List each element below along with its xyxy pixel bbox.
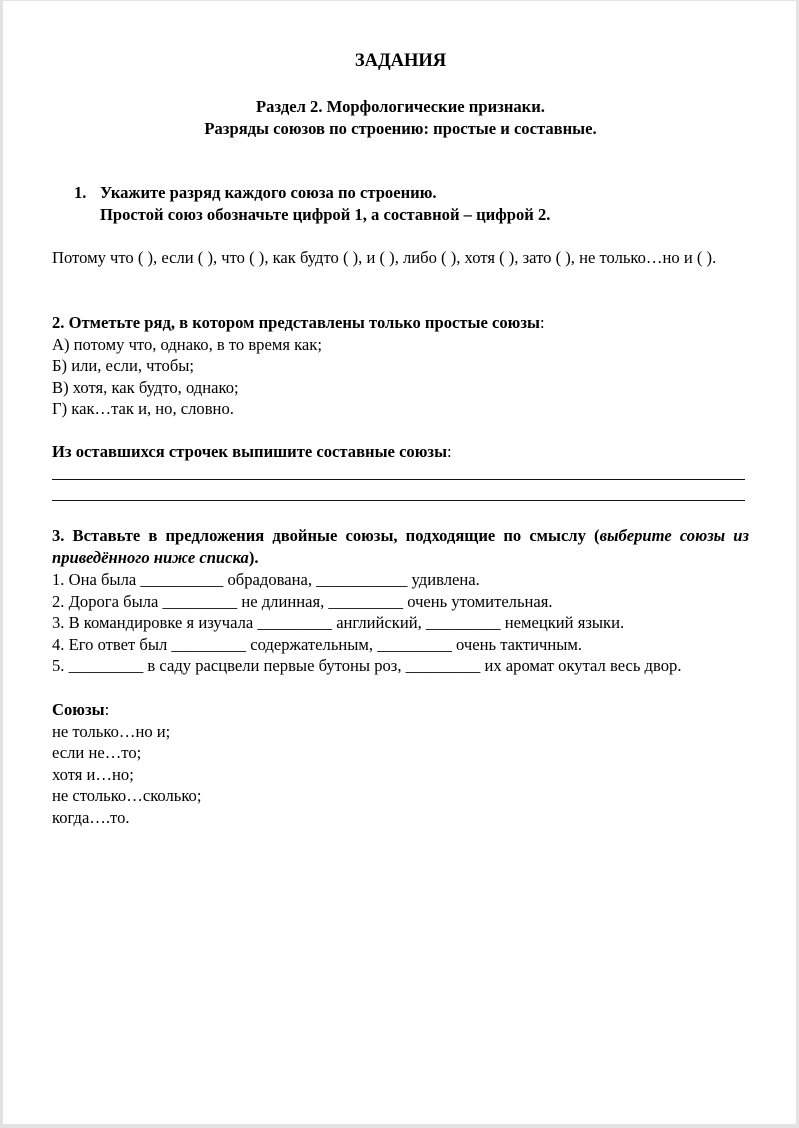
union-item-2: если не…то; (52, 743, 142, 763)
union-item-1: не только…но и; (52, 721, 171, 741)
task2-extract (52, 441, 749, 463)
task1-instruction-line-1: Укажите разряд каждого союза по строению. (100, 183, 437, 202)
union-item-4: не столько…сколько; (52, 786, 202, 806)
union-item-5: когда….то. (52, 807, 130, 827)
answer-line-1[interactable] (52, 479, 745, 480)
task2-extract-colon: : (447, 442, 452, 461)
task3-sentence-5: 5. _________ в саду расцвели первые бутоны роз, _________ их аромат окутал весь двор. (52, 656, 682, 676)
task3-heading-end: ). (248, 548, 259, 567)
task1-instruction-line-2: Простой союз обозначьте цифрой 1, а составной – цифрой 2. (100, 205, 551, 224)
document-page (3, 1, 796, 1124)
unions-heading-colon: : (104, 700, 110, 719)
section-subtitle (52, 96, 749, 140)
task3-heading (52, 525, 749, 569)
task2-option-b: Б) или, если, чтобы; (52, 356, 195, 376)
task1-conjunction-list: Потому что ( ), если ( ), что ( ), как будто ( ), и ( ), либо ( ), хотя ( ), зато ( ), не только…но и ( ). (52, 248, 717, 267)
unions-list (52, 699, 749, 829)
task2-heading (52, 312, 749, 334)
task2-option-c: В) хотя, как будто, однако; (52, 377, 239, 397)
task3-sentence-3: 3. В командировке я изучала _________ английский, _________ немецкий языки. (52, 613, 625, 633)
task2-heading-text: 2. Отметьте ряд, в котором представлены только простые союзы (52, 313, 540, 332)
task3-sentence-1: 1. Она была __________ обрадована, ___________ удивлена. (52, 570, 480, 589)
page-title: ЗАДАНИЯ (354, 51, 447, 71)
task3-heading-italic: выберите союзы из приведённого ниже списка (52, 526, 749, 567)
task3-heading-text: 3. Вставьте в предложения двойные союзы, подходящие по смыслу ( (52, 526, 600, 545)
task2-heading-colon: : (539, 313, 545, 332)
task3-sentence-2: 2. Дорога была _________ не длинная, _________ очень утомительная. (52, 591, 553, 611)
answer-line-2[interactable] (52, 500, 745, 501)
subtitle-line-2: Разряды союзов по строению: простые и составные. (204, 119, 597, 138)
task2-option-a: А) потому что, однако, в то время как; (52, 334, 322, 354)
task2 (52, 312, 749, 420)
task2-extract-heading-text: Из оставшихся строчек выпишите составные союзы (52, 442, 448, 461)
task1-number: 1. (74, 183, 87, 202)
task2-option-d: Г) как…так и, но, словно. (52, 399, 234, 419)
unions-heading (52, 699, 749, 721)
task3-sentence-4: 4. Его ответ был _________ содержательным, _________ очень тактичным. (52, 634, 583, 654)
unions-heading-text: Союзы (52, 700, 105, 719)
union-item-3: хотя и…но; (52, 764, 134, 784)
subtitle-line-1: Раздел 2. Морфологические признаки. (256, 97, 545, 116)
task3 (52, 525, 749, 677)
task2-extract-heading (52, 441, 749, 463)
